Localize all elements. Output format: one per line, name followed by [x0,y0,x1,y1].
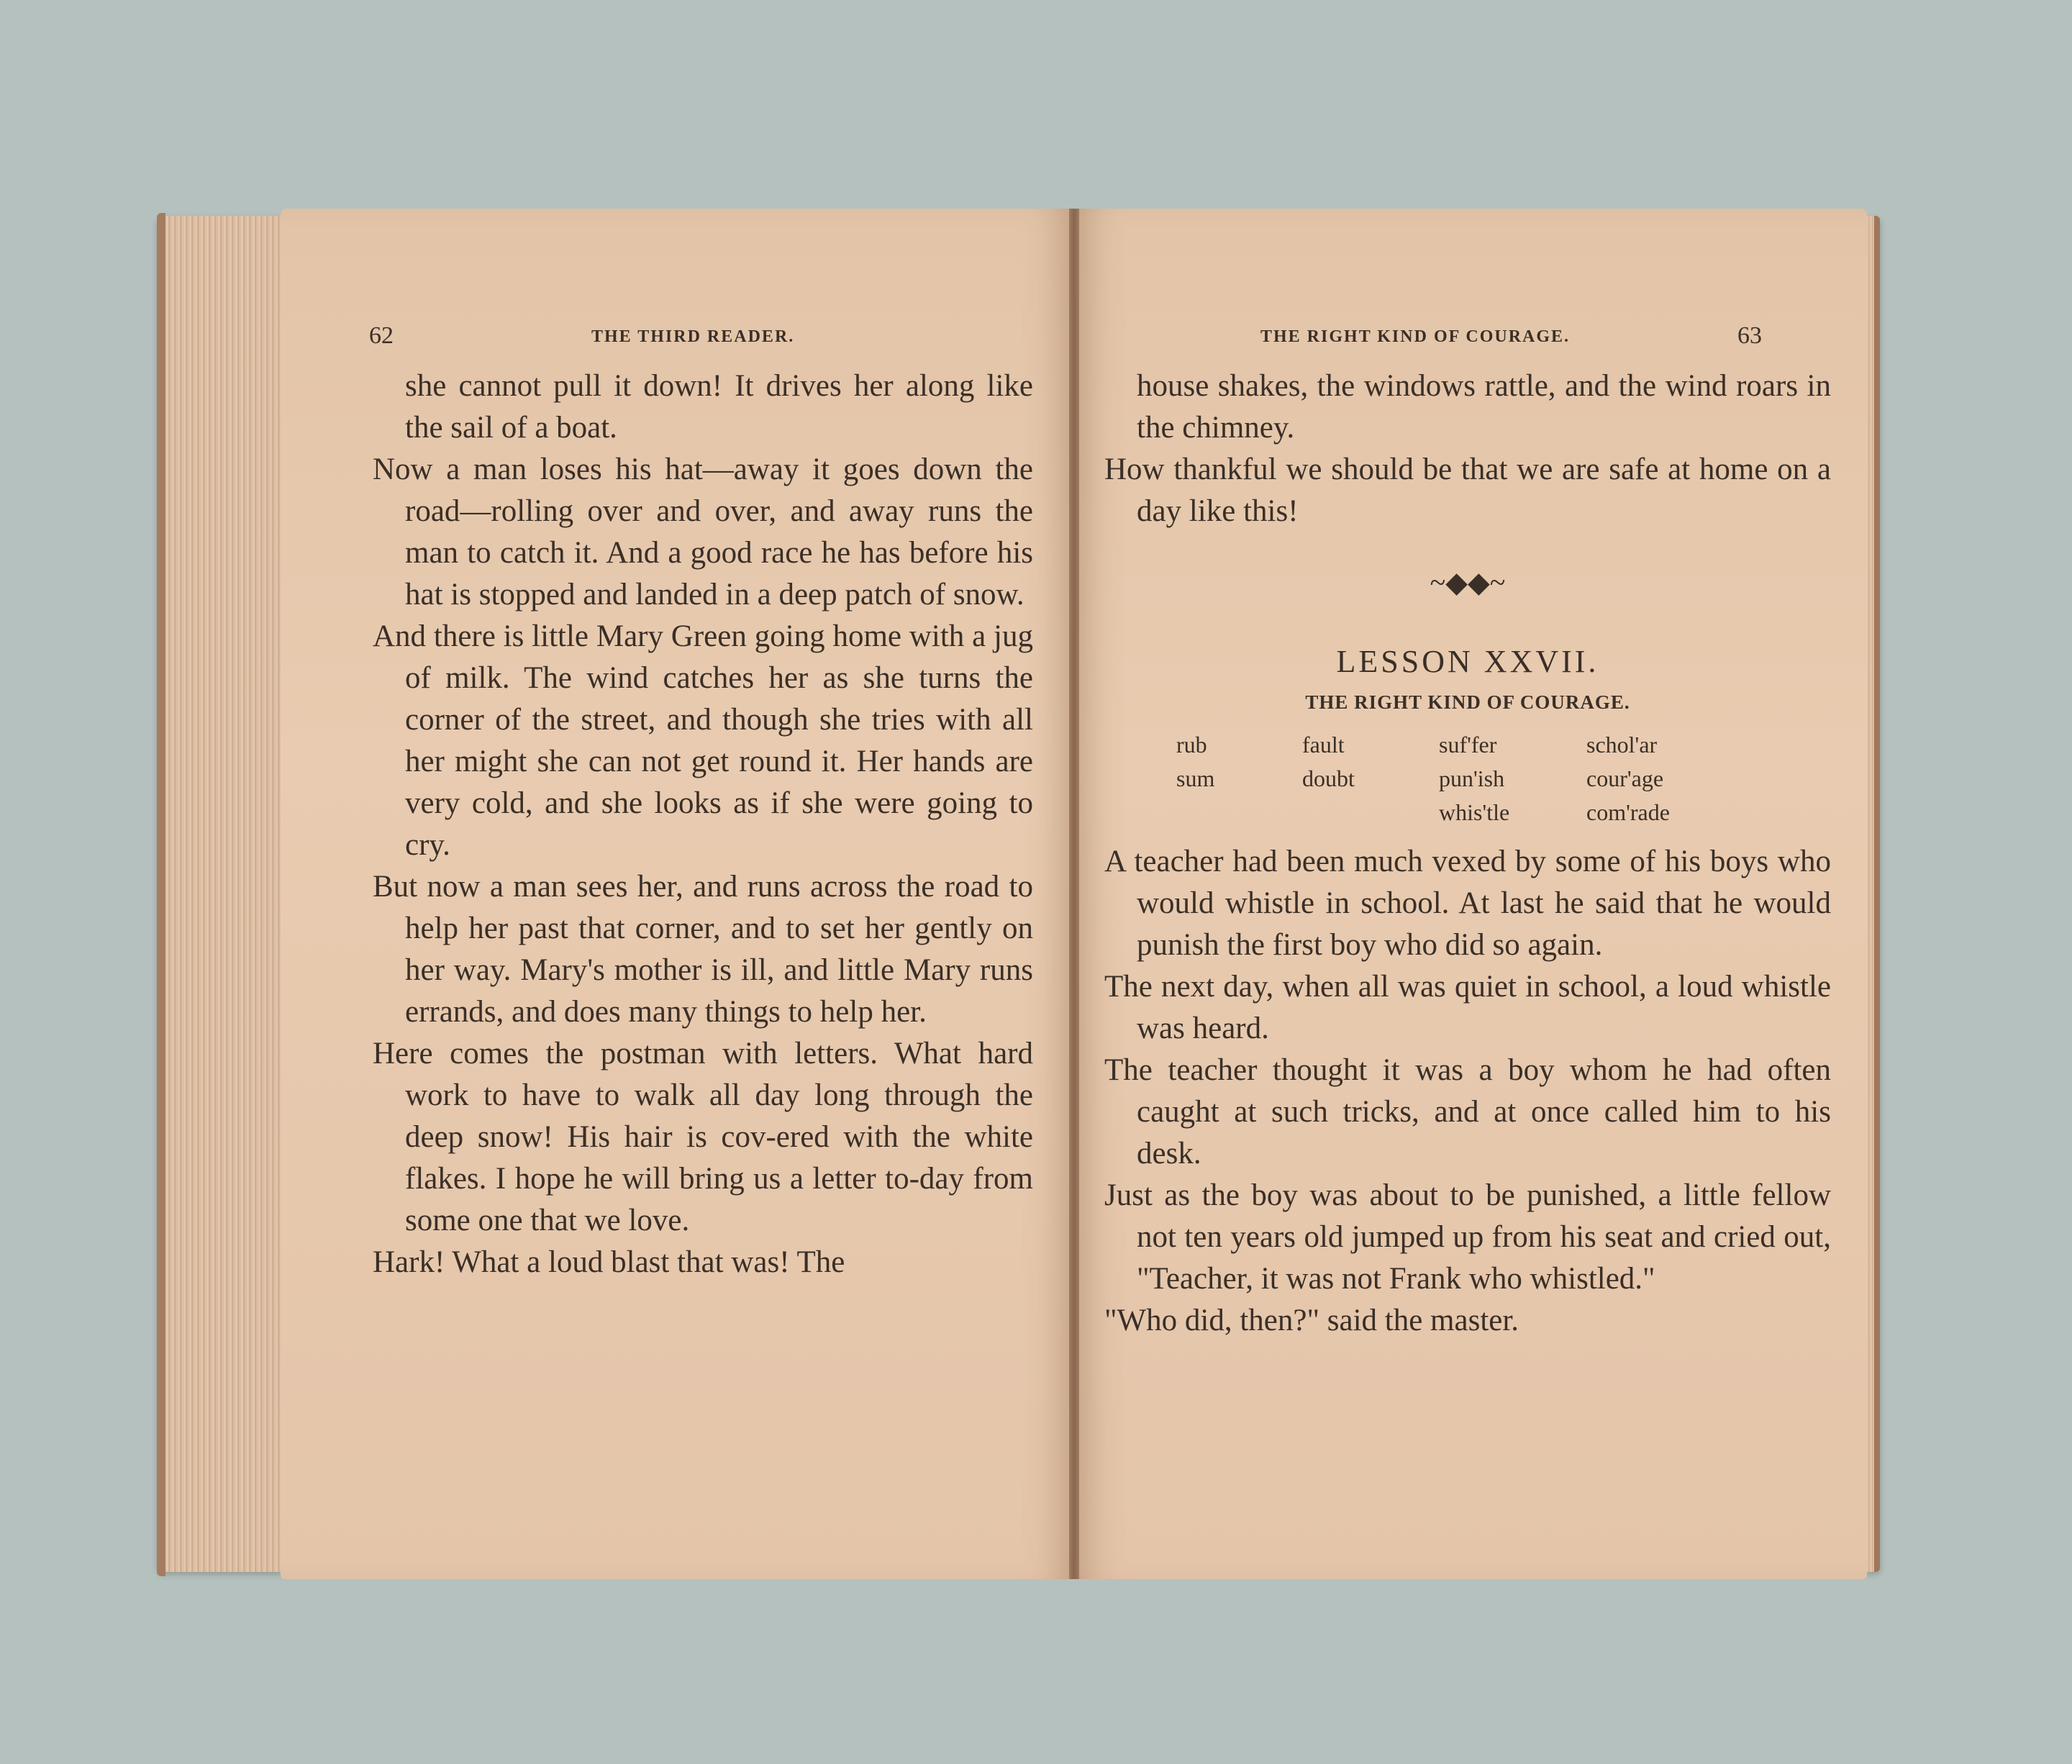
right-page-text [1104,365,1831,1342]
right-page-number: 63 [1737,322,1762,349]
left-paragraph: Now a man loses his hat—away it goes down the road—rolling over and over, and away runs the man to catch it. And a good race he has before his hat is stopped and landed in a deep patch of snow. [373,453,1033,612]
word-list-item: suf'fer [1439,732,1497,758]
left-page-number: 62 [369,322,394,349]
right-running-head: THE RIGHT KIND OF COURAGE. [1260,327,1571,346]
left-paragraph: But now a man sees her, and runs across the road to help her past that corner, and to set her gently on her way. Mary's mother is ill, and little Mary runs errands, and does many things to help her. [373,870,1033,1029]
right-paragraph: The teacher thought it was a boy whom he had often caught at such tricks, and at once called him to his desk. [1104,1053,1831,1170]
word-list-item [1302,796,1439,829]
right-page [1079,209,1867,1579]
word-list-item: com'rade [1586,799,1670,825]
right-paragraph: Just as the boy was about to be punished, a little fellow not ten years old jumped up from his seat and cried out, "Teacher, it was not Frank who whistled." [1104,1178,1831,1296]
ornament-divider: ~◆◆~ [1430,566,1506,599]
left-page-edges [160,216,286,1572]
left-page-text [373,365,1033,1283]
left-cover-edge [157,213,165,1576]
left-paragraph: she cannot pull it down! It drives her along like the sail of a boat. [405,369,1033,445]
right-cover-edge [1874,216,1880,1572]
right-paragraph: How thankful we should be that we are safe at home on a day like this! [1104,453,1831,528]
word-list-item: doubt [1302,765,1355,791]
spelling-word-list [1176,728,1831,829]
lesson-heading: LESSON XXVII. [1336,644,1599,679]
word-list-item: sum [1176,765,1215,791]
left-running-head: THE THIRD READER. [591,327,795,346]
right-paragraph: The next day, when all was quiet in school, a loud whistle was heard. [1104,970,1831,1045]
word-list-item: fault [1302,732,1345,758]
word-list-item: cour'age [1586,765,1664,791]
right-paragraph: A teacher had been much vexed by some of his boys who would whistle in school. At last he said that he would punish the first boy who did so again. [1104,845,1831,962]
word-list-item [1176,796,1302,829]
lesson-title: THE RIGHT KIND OF COURAGE. [1305,691,1630,713]
word-list-item: rub [1176,732,1207,758]
word-list-item: whis'tle [1439,799,1510,825]
left-page [281,209,1069,1579]
right-paragraph: house shakes, the windows rattle, and the wind roars in the chimney. [1137,369,1831,445]
left-paragraph: Here comes the postman with letters. What hard work to have to walk all day long through the deep snow! His hair is cov-ered with the white flakes. I hope he will bring us a letter to-day from some one that we love. [373,1037,1033,1237]
left-paragraph: And there is little Mary Green going home with a jug of milk. The wind catches her as she turns the corner of the street, and though she tries with all her might she can not get round it. Her hands are very cold, and she looks as if she were going to cry. [373,619,1033,862]
word-list-item: pun'ish [1439,765,1505,791]
right-paragraph: "Who did, then?" said the master. [1104,1304,1519,1337]
left-paragraph: Hark! What a loud blast that was! The [373,1245,845,1279]
word-list-item: schol'ar [1586,732,1658,758]
